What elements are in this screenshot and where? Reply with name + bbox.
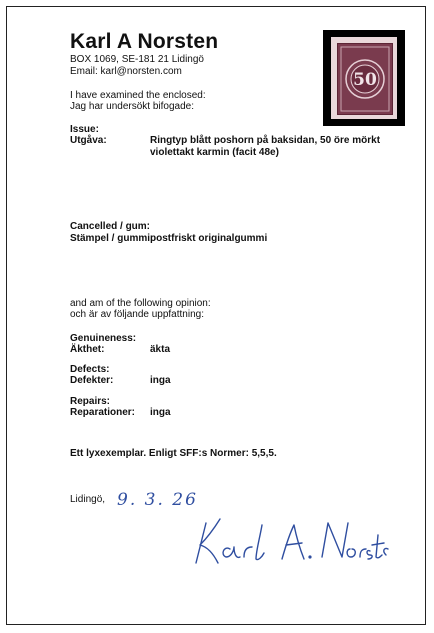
issue-label-en: Issue: xyxy=(70,124,99,135)
issuer-name: Karl A Norsten xyxy=(70,30,219,53)
defects-value: inga xyxy=(150,375,171,386)
genuineness-value: äkta xyxy=(150,344,171,355)
handwritten-signature xyxy=(190,505,390,575)
cancelled-label-en: Cancelled / gum: xyxy=(70,221,151,232)
stamp-image xyxy=(331,37,397,119)
issuer-address: BOX 1069, SE-181 21 Lidingö xyxy=(70,54,204,65)
cancelled-value: postfriskt originalgummi xyxy=(150,233,268,244)
intro-en: I have examined the enclosed: xyxy=(70,90,206,101)
defects-label-sv: Defekter: xyxy=(70,375,114,386)
repairs-value: inga xyxy=(150,407,171,418)
defects-label-en: Defects: xyxy=(70,364,110,375)
stamp-photo xyxy=(323,30,405,126)
summary-statement: Ett lyxexemplar. Enligt SFF:s Normer: 5,5,5. xyxy=(70,448,277,459)
genuineness-label-en: Genuineness: xyxy=(70,333,137,344)
place-label: Lidingö, xyxy=(70,494,106,505)
cancelled-label-sv: Stämpel / gummi: xyxy=(70,233,154,244)
intro-sv: Jag har undersökt bifogade: xyxy=(70,101,194,112)
stamp-design xyxy=(337,43,393,115)
genuineness-label-sv: Äkthet: xyxy=(70,344,105,355)
repairs-label-sv: Reparationer: xyxy=(70,407,136,418)
repairs-label-en: Repairs: xyxy=(70,396,111,407)
issuer-email: Email: karl@norsten.com xyxy=(70,66,182,77)
stamp-numeral-graphic xyxy=(338,44,392,114)
handwritten-date: 9. 3. 26 xyxy=(117,490,198,510)
issue-label-sv: Utgåva: xyxy=(70,135,107,146)
opinion-en: and am of the following opinion: xyxy=(70,298,211,309)
stamp-denomination: 50 xyxy=(353,70,377,90)
issue-value: Ringtyp blått poshorn på baksidan, 50 öre mörkt violettakt karmin (facit 48e) xyxy=(150,135,381,158)
opinion-sv: och är av följande uppfattning: xyxy=(70,309,204,320)
